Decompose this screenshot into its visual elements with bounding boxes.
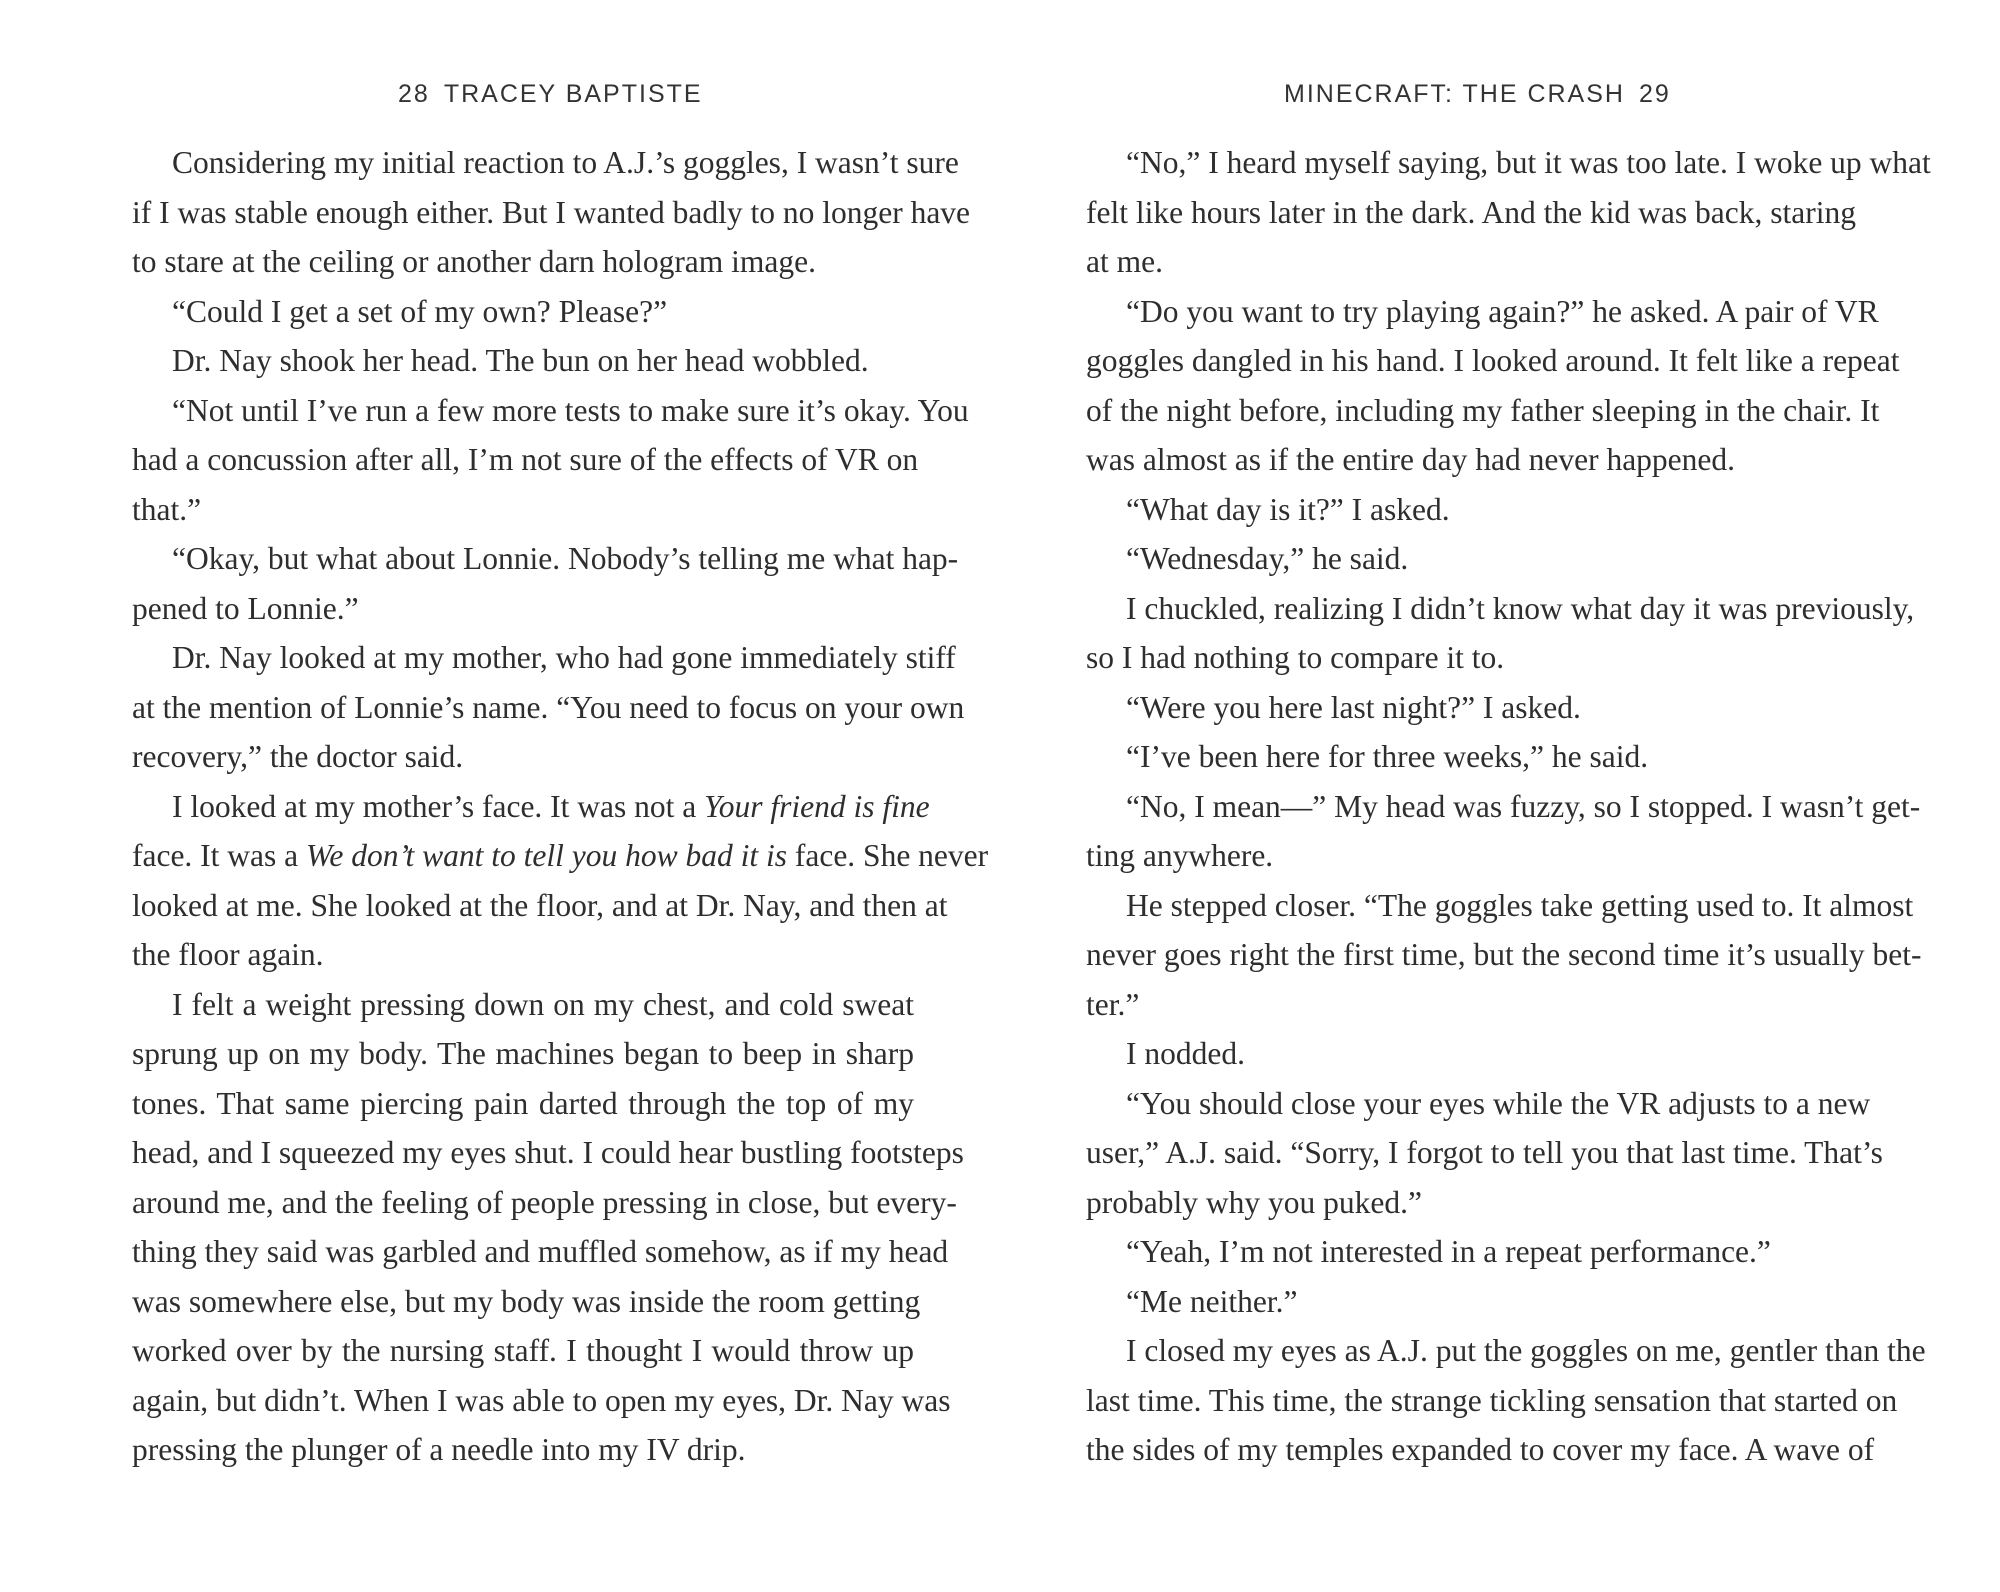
italic-phrase: Your friend is fine [704,788,930,824]
paragraph [1086,683,1856,733]
page-number: 28 [398,80,430,108]
text-line: I felt a weight pressing down on my chest, and cold sweat [172,986,914,1022]
paragraph [132,633,965,782]
text-line: I chuckled, realizing I didn’t know what day it was previously, [1126,590,1915,626]
right-body-text [1086,138,1931,1475]
text-line: “I’ve been here for three weeks,” he said. [1126,739,1649,774]
paragraph [1086,1079,1883,1228]
text-line: Considering my initial reaction to A.J.’s goggles, I wasn’t sure [172,145,959,180]
text-line: at the mention of Lonnie’s name. “You need to focus on your own [132,689,965,725]
text-line: He stepped closer. “The goggles take getting used to. It almost [1126,887,1914,923]
text-line: “Not until I’ve run a few more tests to make sure it’s okay. You [172,392,969,428]
text-line: “Could I get a set of my own? Please?” [172,293,668,329]
text-run: I looked at my mother’s face. It was not a [172,788,705,824]
text-line [132,881,948,931]
text-line: Dr. Nay shook her head. The bun on her head wobbled. [172,343,869,378]
text-line: “You should close your eyes while the VR adjusts to a new [1126,1085,1871,1121]
text-line: at me. [1086,244,1163,279]
text-line: “Do you want to try playing again?” he asked. A pair of VR [1126,293,1879,329]
text-line [132,831,989,881]
text-run: looked at me. She looked at the floor, and at Dr. Nay, and then at [132,887,948,923]
text-line: so I had nothing to compare it to. [1086,640,1505,675]
left-running-head [384,80,703,109]
paragraph [1086,881,1922,1030]
paragraph [1086,534,1856,584]
paragraph [1086,1277,1856,1327]
text-line: Dr. Nay looked at my mother, who had gone immediately stiff [172,640,956,675]
text-line: worked over by the nursing staff. I thought I would throw up [132,1333,914,1368]
paragraph [1086,1326,1926,1475]
text-line: that.” [132,491,202,527]
right-running-head [1284,80,1685,109]
paragraph [1086,1227,1856,1277]
text-line: I closed my eyes as A.J. put the goggles on me, gentler than the [1126,1333,1926,1368]
paragraph [132,287,914,337]
left-body-text [132,138,989,1475]
text-line: was almost as if the entire day had never happened. [1086,442,1736,477]
text-line: “Okay, but what about Lonnie. Nobody’s telling me what hap- [172,541,959,576]
text-line: if I was stable enough either. But I wanted badly to no longer have [132,194,971,230]
paragraph [1086,485,1856,535]
paragraph [1086,732,1856,782]
text-line: goggles dangled in his hand. I looked around. It felt like a repeat [1086,343,1900,378]
text-line: last time. This time, the strange tickling sensation that started on [1086,1382,1898,1418]
page-number: 29 [1638,80,1671,108]
paragraph [1086,138,1931,287]
text-line: I nodded. [1126,1036,1245,1071]
text-line: user,” A.J. said. “Sorry, I forgot to tell you that last time. That’s [1086,1135,1883,1170]
text-line: “Yeah, I’m not interested in a repeat performance.” [1126,1234,1771,1269]
paragraph [132,534,959,633]
text-line [132,930,914,980]
text-line [132,782,930,832]
text-line: probably why you puked.” [1086,1184,1422,1220]
paragraph [132,782,989,980]
text-line: thing they said was garbled and muffled somehow, as if my head [132,1234,949,1269]
right-page [1000,0,2000,1592]
text-run: face. It was a [132,838,307,873]
paragraph [1086,584,1915,683]
text-line: head, and I squeezed my eyes shut. I could hear bustling footsteps [132,1135,964,1170]
italic-phrase: We don’t want to tell you how bad it is [306,838,787,873]
book-title: MINECRAFT: THE CRASH [1284,80,1625,108]
text-line: “No, I mean—” My head was fuzzy, so I stopped. I wasn’t get- [1126,788,1921,824]
author-name: TRACEY BAPTISTE [443,80,703,108]
text-line: “Were you here last night?” I asked. [1126,689,1581,725]
text-line: sprung up on my body. The machines began to beep in sharp [132,1036,914,1071]
text-run: face. She never [787,838,989,873]
text-line: around me, and the feeling of people pressing in close, but every- [132,1184,957,1220]
text-run: the floor again. [132,937,324,972]
text-line: ting anywhere. [1086,838,1274,873]
paragraph [132,980,964,1475]
text-line: never goes right the first time, but the second time it’s usually bet- [1086,937,1922,972]
text-line: “Wednesday,” he said. [1126,541,1409,576]
paragraph [132,386,969,535]
text-line: again, but didn’t. When I was able to open my eyes, Dr. Nay was [132,1382,951,1418]
text-line: “Me neither.” [1126,1283,1298,1319]
text-line: to stare at the ceiling or another darn hologram image. [132,244,817,279]
text-line: “No,” I heard myself saying, but it was too late. I woke up what [1126,145,1931,180]
paragraph [132,138,971,287]
text-line: the sides of my temples expanded to cover my face. A wave of [1086,1432,1875,1467]
paragraph [132,336,914,386]
text-line: pressing the plunger of a needle into my IV drip. [132,1432,746,1467]
text-line: was somewhere else, but my body was inside the room getting [132,1283,921,1319]
text-line: felt like hours later in the dark. And the kid was back, staring [1086,194,1856,230]
text-line: of the night before, including my father sleeping in the chair. It [1086,392,1880,428]
text-line: pened to Lonnie.” [132,590,359,626]
paragraph [1086,782,1921,881]
paragraph [1086,1029,1856,1079]
text-line: had a concussion after all, I’m not sure of the effects of VR on [132,442,919,477]
text-line: tones. That same piercing pain darted through the top of my [132,1085,914,1121]
paragraph [1086,287,1900,485]
text-line: recovery,” the doctor said. [132,739,464,774]
text-line: “What day is it?” I asked. [1126,491,1450,527]
text-line: ter.” [1086,986,1140,1022]
